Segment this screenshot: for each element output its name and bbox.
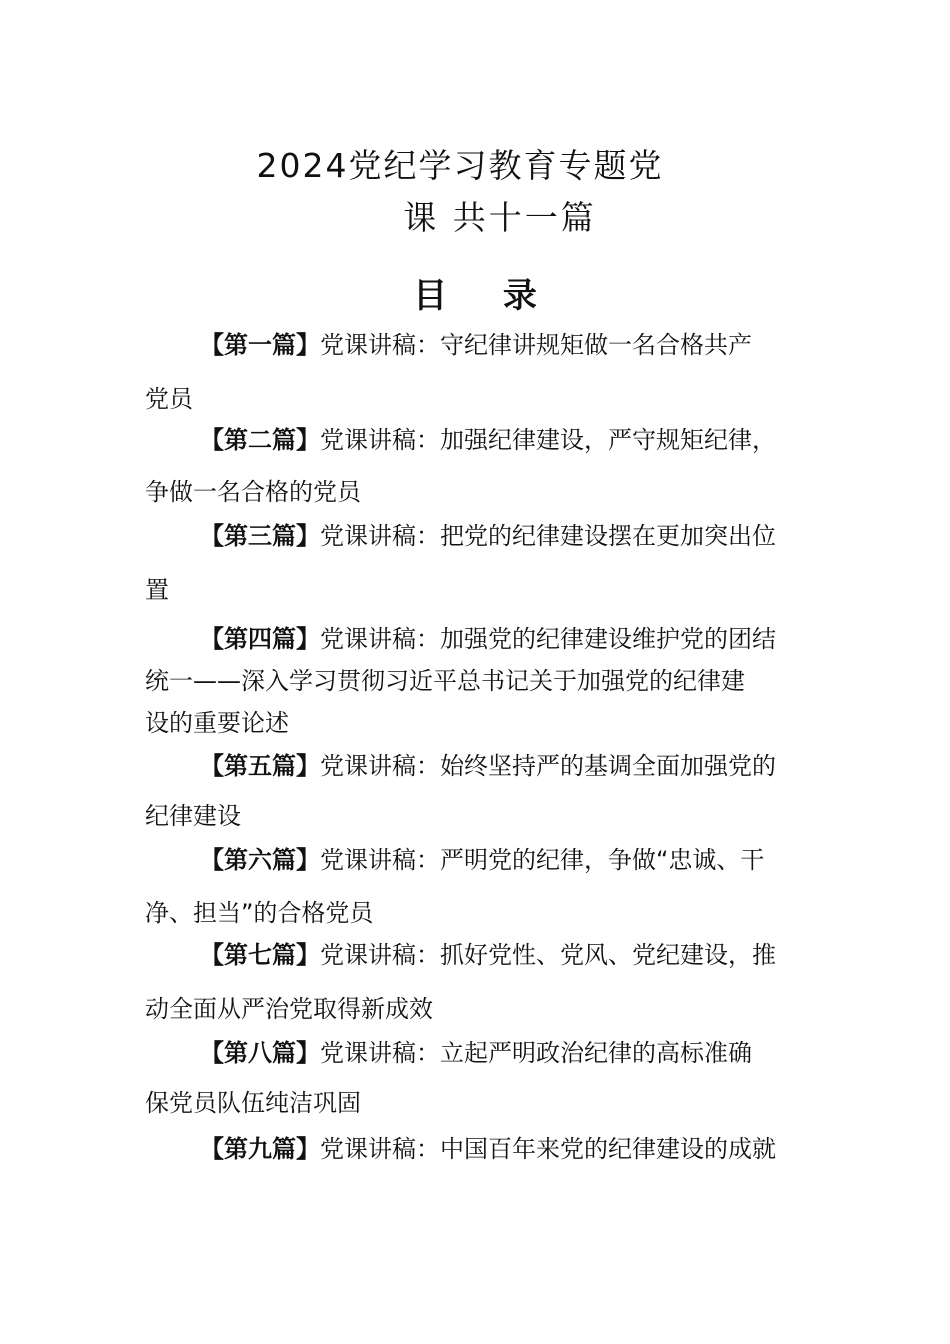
toc-entry-line: [200, 746, 776, 781]
toc-entry-text: 党课讲稿：始终坚持严的基调全面加强党的: [320, 752, 776, 780]
toc-entry-tag: 【第九篇】: [200, 1135, 320, 1163]
toc-entry-text: 党课讲稿：立起严明政治纪律的高标准确: [320, 1039, 752, 1067]
toc-entry-line: [200, 1129, 776, 1164]
document-title-line-2: 课 共十一篇: [403, 198, 597, 237]
toc-entry-text: 党课讲稿：加强党的纪律建设维护党的团结: [320, 625, 776, 653]
toc-entry-tag: 【第六篇】: [200, 846, 320, 874]
toc-entry-text: 党课讲稿：抓好党性、党风、党纪建设，推: [320, 941, 776, 969]
toc-entry-line: [200, 840, 764, 875]
toc-entry-continuation: 争做一名合格的党员: [145, 478, 361, 506]
toc-entry-line: [200, 325, 752, 360]
toc-entry-continuation: 保党员队伍纯洁巩固: [145, 1089, 361, 1117]
toc-heading: 目 录: [413, 276, 559, 316]
toc-entry-continuation: 统一——深入学习贯彻习近平总书记关于加强党的纪律建: [145, 667, 745, 695]
toc-entry-continuation: 动全面从严治党取得新成效: [145, 995, 433, 1023]
toc-entry-continuation: 净、担当”的合格党员: [145, 899, 374, 927]
toc-entry-text: 党课讲稿：严明党的纪律，争做“忠诚、干: [320, 846, 765, 874]
toc-entry-continuation: 置: [145, 576, 169, 604]
toc-entry-tag: 【第四篇】: [200, 625, 320, 653]
toc-entry-continuation: 党员: [145, 385, 193, 413]
toc-entry-line: [200, 619, 776, 654]
toc-entry-continuation: 纪律建设: [145, 802, 241, 830]
toc-entry-tag: 【第八篇】: [200, 1039, 320, 1067]
toc-entry-tag: 【第二篇】: [200, 426, 320, 454]
toc-entry-text: 党课讲稿：守纪律讲规矩做一名合格共产: [320, 331, 752, 359]
toc-entry-line: [200, 935, 776, 970]
toc-entry-line: [200, 516, 776, 551]
document-title-line-1: 2024党纪学习教育专题党: [256, 146, 664, 185]
toc-entry-tag: 【第一篇】: [200, 331, 320, 359]
toc-entry-text: 党课讲稿：中国百年来党的纪律建设的成就: [320, 1135, 776, 1163]
toc-entry-line: [200, 420, 776, 455]
toc-entry-text: 党课讲稿：把党的纪律建设摆在更加突出位: [320, 522, 776, 550]
toc-entry-tag: 【第七篇】: [200, 941, 320, 969]
toc-entry-line: [200, 1033, 752, 1068]
toc-entry-text: 党课讲稿：加强纪律建设，严守规矩纪律，: [320, 426, 776, 454]
toc-entry-tag: 【第五篇】: [200, 752, 320, 780]
toc-entry-tag: 【第三篇】: [200, 522, 320, 550]
toc-entry-continuation: 设的重要论述: [145, 709, 289, 737]
